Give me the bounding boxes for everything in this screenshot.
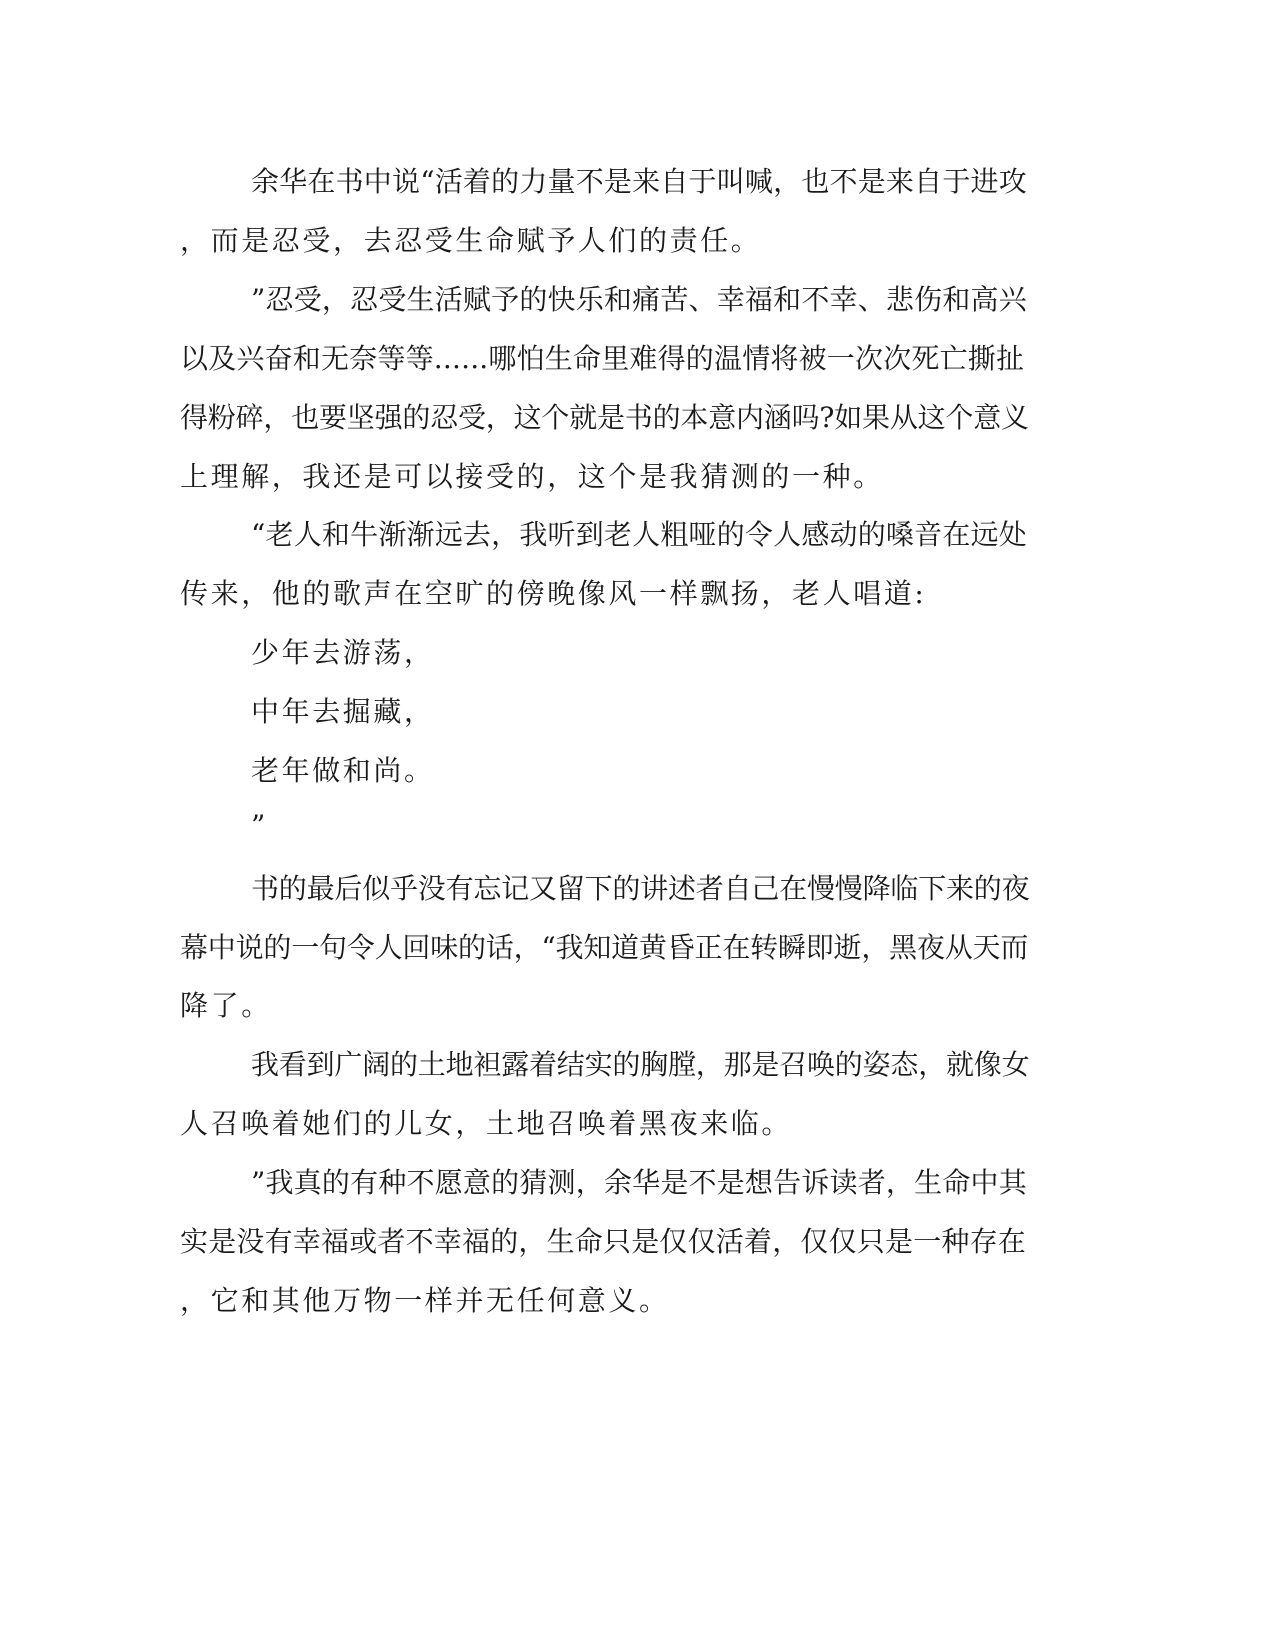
text-line: ”忍受，忍受生活赋予的快乐和痛苦、幸福和不幸、悲伤和高兴 <box>251 283 1027 316</box>
text-line: ，而是忍受，去忍受生命赋予人们的责任。 <box>180 224 762 257</box>
text-line: ” <box>251 809 268 842</box>
text-line: 人召唤着她们的儿女，土地召唤着黑夜来临。 <box>180 1107 793 1140</box>
text-line: 以及兴奋和无奈等等......哪怕生命里难得的温情将被一次次死亡撕扯 <box>180 342 1025 375</box>
text-line: “老人和牛渐渐远去，我听到老人粗哑的令人感动的嗓音在远处 <box>251 518 1027 551</box>
text-line: 得粉碎，也要坚强的忍受，这个就是书的本意内涵吗?如果从这个意义 <box>180 401 1029 434</box>
text-line: ”我真的有种不愿意的猜测，余华是不是想告诉读者，生命中其 <box>251 1166 1027 1199</box>
text-line: 我看到广阔的土地袒露着结实的胸膛，那是召唤的姿态，就像女 <box>251 1048 1030 1081</box>
text-line: 幕中说的一句令人回味的话，“我知道黄昏正在转瞬即逝，黑夜从天而 <box>180 931 1029 964</box>
text-line: 余华在书中说“活着的力量不是来自于叫喊，也不是来自于进攻 <box>251 165 1027 198</box>
text-line: ，它和其他万物一样并无任何意义。 <box>180 1284 670 1317</box>
text-line: 降了。 <box>180 989 272 1022</box>
text-line: 中年去掘藏， <box>251 695 435 728</box>
text-line: 老年做和尚。 <box>251 754 435 787</box>
text-line: 书的最后似乎没有忘记又留下的讲述者自己在慢慢降临下来的夜 <box>251 872 1030 905</box>
text-line: 少年去游荡， <box>251 636 435 669</box>
text-line: 上理解，我还是可以接受的，这个是我猜测的一种。 <box>180 460 884 493</box>
text-line: 传来，他的歌声在空旷的傍晚像风一样飘扬，老人唱道: <box>180 577 927 610</box>
text-line: 实是没有幸福或者不幸福的，生命只是仅仅活着，仅仅只是一种存在 <box>180 1225 1027 1258</box>
